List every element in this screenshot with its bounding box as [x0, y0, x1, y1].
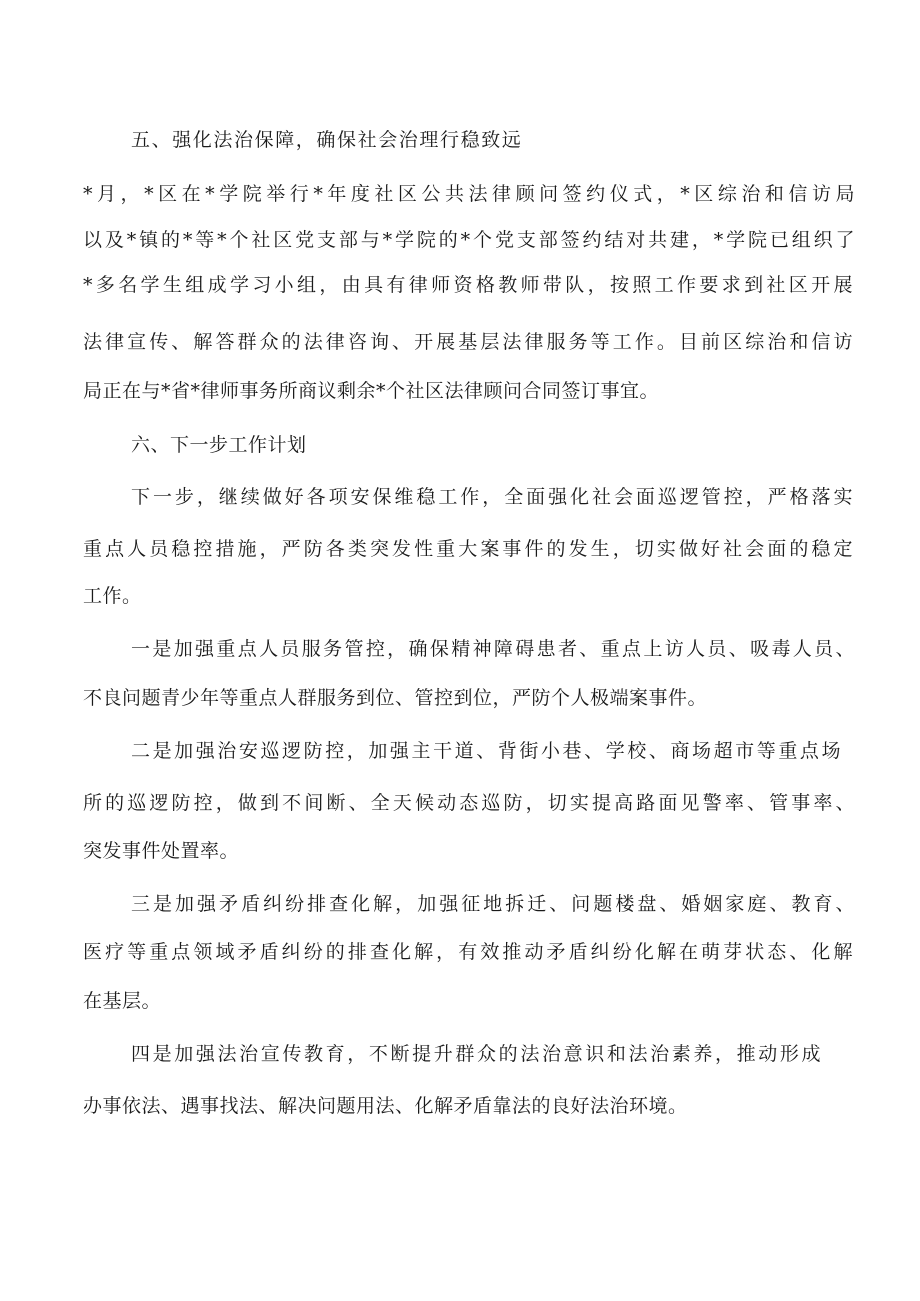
section-heading-5: 五、强化法治保障，确保社会治理行稳致远	[131, 129, 523, 151]
paragraph-line: 局正在与*省*律师事务所商议剩余*个社区法律顾问合同签订事宜。	[83, 380, 660, 402]
paragraph-line: 法律宣传、解答群众的法律咨询、开展基层法律服务等工作。目前区综治和信访	[83, 331, 853, 353]
list-item-line: 四是加强法治宣传教育，不断提升群众的法治意识和法治素养，推动形成	[131, 1043, 821, 1065]
list-item-line: 一是加强重点人员服务管控，确保精神障碍患者、重点上访人员、吸毒人员、	[131, 638, 855, 660]
paragraph-line: 下一步，继续做好各项安保维稳工作，全面强化社会面巡逻管控，严格落实	[131, 486, 853, 508]
paragraph-line: 以及*镇的*等*个社区党支部与*学院的*个党支部签约结对共建，*学院已组织了	[83, 229, 855, 251]
paragraph-line: *多名学生组成学习小组，由具有律师资格教师带队，按照工作要求到社区开展	[83, 274, 853, 296]
paragraph-line: *月，*区在*学院举行*年度社区公共法律顾问签约仪式，*区综治和信访局	[83, 183, 855, 205]
list-item-line: 三是加强矛盾纠纷排查化解，加强征地拆迁、问题楼盘、婚姻家庭、教育、	[131, 893, 855, 915]
list-item-line: 在基层。	[83, 990, 162, 1012]
list-item-line: 突发事件处置率。	[83, 840, 240, 862]
list-item-line: 所的巡逻防控，做到不间断、全天候动态巡防，切实提高路面见警率、管事率、	[83, 792, 855, 814]
list-item-line: 二是加强治安巡逻防控，加强主干道、背街小巷、学校、商场超市等重点场	[131, 740, 841, 762]
paragraph-line: 重点人员稳控措施，严防各类突发性重大案事件的发生，切实做好社会面的稳定	[83, 538, 853, 560]
list-item-line: 办事依法、遇事找法、解决问题用法、化解矛盾靠法的良好法治环境。	[83, 1095, 688, 1117]
section-heading-6: 六、下一步工作计划	[131, 434, 307, 456]
list-item-line: 不良问题青少年等重点人群服务到位、管控到位，严防个人极端案事件。	[83, 687, 708, 709]
list-item-line: 医疗等重点领域矛盾纠纷的排查化解，有效推动矛盾纠纷化解在萌芽状态、化解	[83, 941, 853, 963]
paragraph-line: 工作。	[83, 585, 142, 607]
